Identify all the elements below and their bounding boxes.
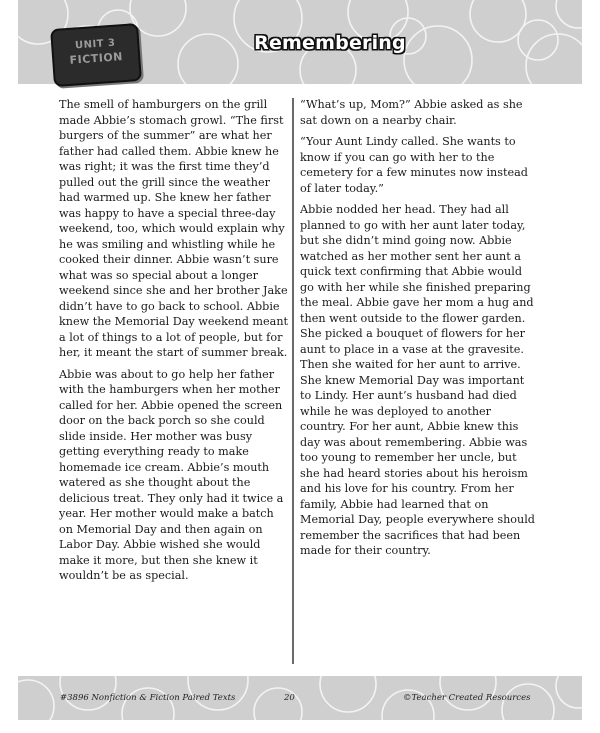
genre-label: FICTION (69, 50, 124, 67)
paragraph: “What’s up, Mom?” Abbie asked as she sat down on a nearby chair. (300, 98, 523, 127)
paragraph: The smell of hamburgers on the grill made Abbie’s stomach growl. “The first burgers of the summer” are what her father had called them. Abbie knew he was right; it was the first time they’d pulled out the grill since the weather had warmed up. She knew her father was happy to have a special three-day weekend, too, which would explain why he was smiling and whistling while he cooked their dinner. Abbie wasn’t sure what was so special about a longer weekend since she and her brother Jake didn’t have to go back to school. Abbie knew the Memorial Day weekend meant a lot of things to a lot of people, but for her, it meant the start of summer break. (59, 98, 289, 359)
unit-label: UNIT 3 (74, 37, 116, 52)
right-column (300, 97, 538, 565)
column-divider (292, 98, 294, 664)
unit-badge (50, 23, 142, 87)
paragraph: Abbie nodded her head. They had all planned to go with her aunt later today, but she didn’t mind going now. Abbie watched as her mother sent her aunt a quick text confirming that Abbie would go with her while she finished preparing the meal. Abbie gave her mom a hug and then went outside to the flower garden. She picked a bouquet of flowers for her aunt to place in a vase at the gravesite. Then she waited for her aunt to arrive. She knew Memorial Day was important to Lindy. Her aunt’s husband had died while he was deployed to another country. For her aunt, Abbie knew this day was about remembering. Abbie was too young to remember her uncle, but she had heard stories about his heroism and his love for his country. From her family, Abbie had learned that on Memorial Day, people everywhere should remember the sacrifices that had been made for their country. (300, 203, 535, 557)
page-title: Remembering (254, 32, 406, 54)
footer-book-title: #3896 Nonfiction & Fiction Paired Texts (60, 693, 236, 703)
left-column (59, 97, 291, 590)
footer-copyright: ©Teacher Created Resources (403, 693, 531, 703)
paragraph: Abbie was about to go help her father with the hamburgers when her mother called for her. Abbie opened the screen door on the back porch so she could slide inside. Her mother was busy getting everything ready to make homemade ice cream. Abbie’s mouth watered as she thought about the delicious treat. They only had it twice a year. Her mother would make a batch on Memorial Day and then again on Labor Day. Abbie wished she would make it more, but then she knew it wouldn’t be as special. (59, 367, 284, 582)
footer-page-number: 20 (284, 693, 295, 703)
paragraph: “Your Aunt Lindy called. She wants to know if you can go with her to the cemetery for a few minutes now instead of later today.” (300, 135, 528, 195)
